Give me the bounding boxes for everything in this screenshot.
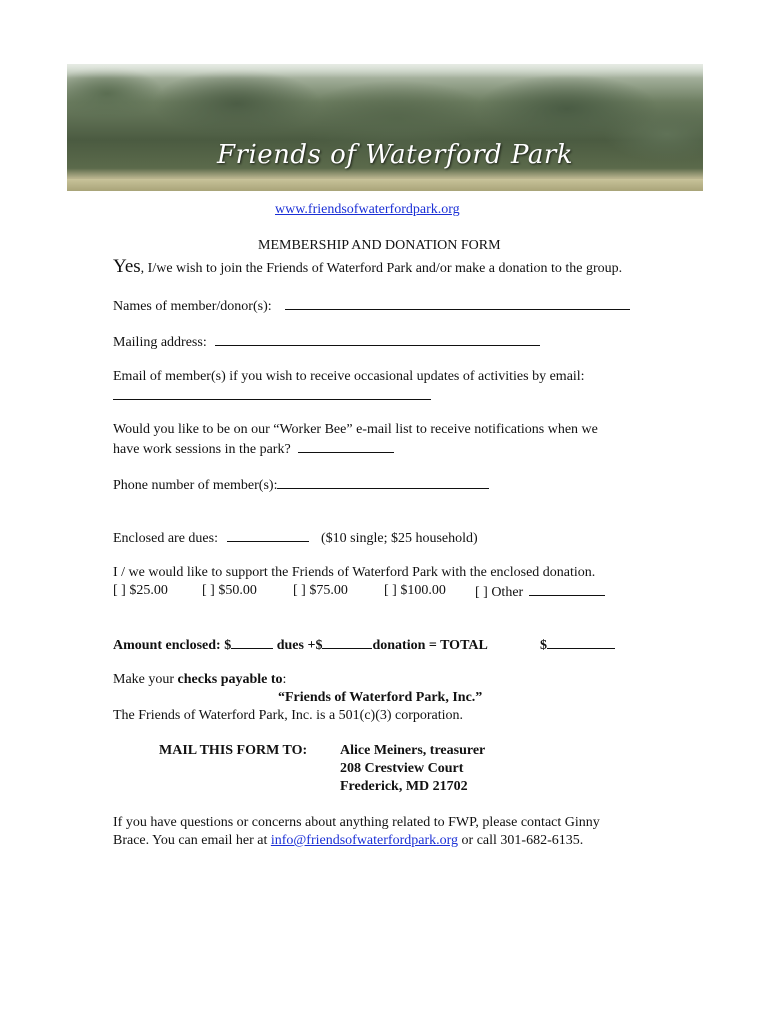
mail-name: Alice Meiners, treasurer xyxy=(340,743,486,758)
phone-row xyxy=(113,475,489,495)
banner-title: Friends of Waterford Park xyxy=(217,140,574,170)
dues-rates: ($10 single; $25 household) xyxy=(320,531,478,546)
contact-email-link[interactable]: info@friendsofwaterfordpark.org xyxy=(270,833,459,848)
phone-label: Phone number of member(s): xyxy=(113,478,278,493)
phone-field[interactable] xyxy=(277,475,489,489)
payee-name: “Friends of Waterford Park, Inc.” xyxy=(278,690,483,705)
amount-enclosed-row xyxy=(113,635,547,655)
donation-option-100[interactable]: [ ] $100.00 xyxy=(384,583,446,598)
donation-option-other[interactable] xyxy=(475,582,605,602)
donation-option-50[interactable]: [ ] $50.00 xyxy=(202,583,257,598)
contact-prefix: Brace. You can email her at xyxy=(113,833,271,848)
total-label: $ xyxy=(540,638,547,653)
mailing-row xyxy=(113,332,540,352)
contact-line1: If you have questions or concerns about anything related to FWP, please contact Ginny xyxy=(113,815,600,830)
mail-label: MAIL THIS FORM TO: xyxy=(159,743,308,758)
mailing-label: Mailing address: xyxy=(113,335,207,350)
email-field[interactable] xyxy=(113,386,431,400)
donation-option-75[interactable]: [ ] $75.00 xyxy=(293,583,348,598)
total-field[interactable] xyxy=(547,635,615,649)
website-link[interactable]: www.friendsofwaterfordpark.org xyxy=(275,202,460,217)
mail-street: 208 Crestview Court xyxy=(340,761,464,776)
payable-colon: : xyxy=(282,672,287,687)
amount-dues-field[interactable] xyxy=(231,635,273,649)
donation-intro: I / we would like to support the Friends of Waterford Park with the enclosed donation. xyxy=(113,565,596,580)
dues-label: Enclosed are dues: xyxy=(113,531,218,546)
banner-grass xyxy=(67,179,703,191)
names-field[interactable] xyxy=(285,296,630,310)
names-label: Names of member/donor(s): xyxy=(113,299,272,314)
nonprofit-note: The Friends of Waterford Park, Inc. is a 501(c)(3) corporation. xyxy=(113,708,464,723)
worker-bee-question-line2: have work sessions in the park? xyxy=(113,442,291,457)
worker-bee-row xyxy=(113,439,394,459)
email-row xyxy=(113,386,431,406)
amount-dues-label: dues +$ xyxy=(273,638,323,653)
donation-option-25[interactable]: [ ] $25.00 xyxy=(113,583,168,598)
yes-word: Yes xyxy=(113,256,141,277)
contact-suffix: or call 301-682-6135. xyxy=(458,833,584,848)
payable-bold: checks payable to xyxy=(177,672,283,687)
contact-line2 xyxy=(113,832,583,850)
total-group xyxy=(540,635,615,655)
intro-text: , I/we wish to join the Friends of Waterford Park and/or make a donation to the group. xyxy=(140,261,623,276)
worker-bee-field[interactable] xyxy=(298,439,394,453)
form-title: MEMBERSHIP AND DONATION FORM xyxy=(258,238,501,253)
mailing-field[interactable] xyxy=(215,332,540,346)
other-amount-field[interactable] xyxy=(529,582,605,596)
dues-row xyxy=(113,528,478,548)
email-label: Email of member(s) if you wish to receive occasional updates of activities by email: xyxy=(113,369,585,384)
amount-donation-label: donation = TOTAL xyxy=(372,638,488,653)
mail-city: Frederick, MD 21702 xyxy=(340,779,468,794)
other-label: [ ] Other xyxy=(475,585,524,600)
dues-field[interactable] xyxy=(227,528,309,542)
names-row xyxy=(113,296,630,316)
amount-prefix: Amount enclosed: $ xyxy=(113,638,232,653)
worker-bee-question-line1: Would you like to be on our “Worker Bee” e-mail list to receive notifications when we xyxy=(113,422,598,437)
payable-line xyxy=(113,671,286,689)
header-banner-image xyxy=(67,64,703,191)
payable-lead: Make your xyxy=(113,672,178,687)
banner-sky xyxy=(67,64,703,78)
intro-statement xyxy=(113,258,622,278)
amount-donation-field[interactable] xyxy=(322,635,372,649)
